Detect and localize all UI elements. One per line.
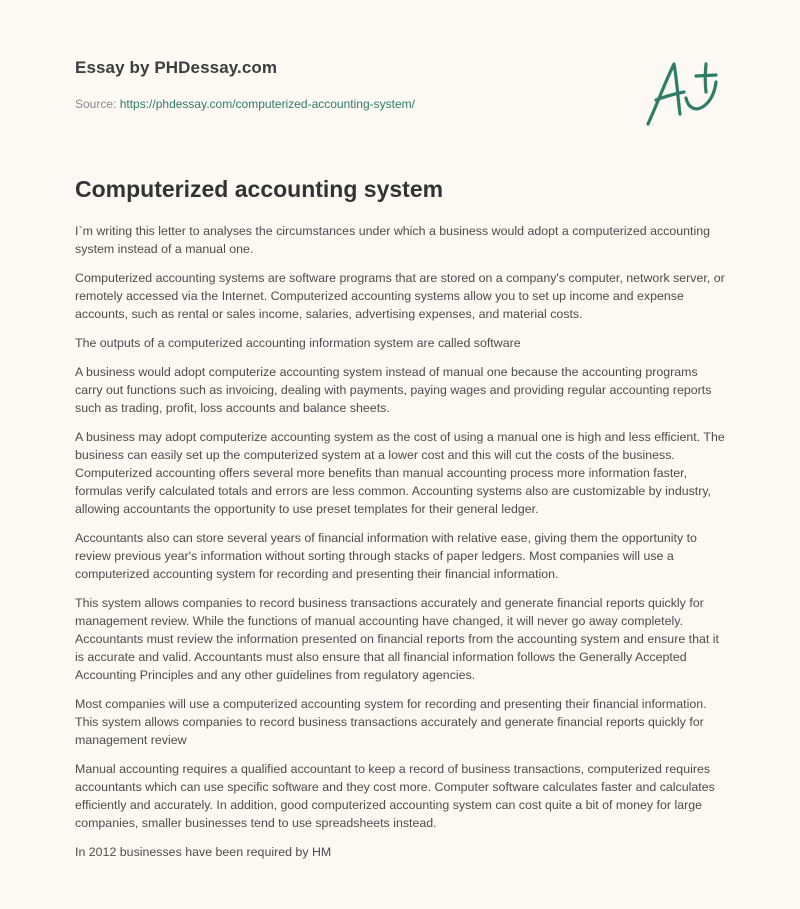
article-body [75, 222, 727, 872]
paragraph: A business may adopt computerize accounting system as the cost of using a manual one is high and less efficient. The business can easily set up the computerized system at a lower cost and this will cut the costs of the business. Computerized accounting offers several more benefits than manual accounting process more information faster, formulas verify calculated totals and errors are less common. Accounting systems also are customizable by industry, allowing accountants the opportunity to use preset templates for their general ledger. [75, 430, 725, 516]
source-label: Source: [75, 97, 120, 111]
paragraph: Manual accounting requires a qualified accountant to keep a record of business transactions, computerized requires accountants which can use specific software and they cost more. Computer software calculates faster and calculates efficiently and accurately. In addition, good computerized accounting system can cost quite a bit of money for large companies, smaller businesses tend to use spreadsheets instead. [75, 762, 715, 830]
paragraph: The outputs of a computerized accounting information system are called software [75, 336, 521, 350]
paragraph: In 2012 businesses have been required by HM [75, 845, 332, 859]
a-plus-logo-icon [640, 52, 730, 132]
paragraph: Accountants also can store several years of financial information with relative ease, giving them the opportunity to review previous year's information without sorting through stacks of paper ledgers. Most companies will use a computerized accounting system for recording and presenting their financial information. [75, 531, 697, 581]
page-header [75, 58, 725, 111]
source-line [75, 97, 725, 111]
paragraph: I`m writing this letter to analyses the circumstances under which a business would adopt a computerized accounting system instead of a manual one. [75, 224, 710, 256]
article-title: Computerized accounting system [75, 176, 444, 202]
brand-title: Essay by PHDessay.com [75, 58, 278, 77]
paragraph: Computerized accounting systems are software programs that are stored on a company's computer, network server, or remotely accessed via the Internet. Computerized accounting systems allow you to set up income and expense accounts, such as rental or sales income, salaries, advertising expenses, and material costs. [75, 271, 725, 321]
source-link[interactable]: https://phdessay.com/computerized-accounting-system/ [119, 97, 415, 111]
paragraph: This system allows companies to record business transactions accurately and generate financial reports quickly for management review. While the functions of manual accounting have changed, it will never go away completely. Accountants must review the information presented on financial reports from the accounting system and ensure that it is accurate and valid. Accountants must also ensure that all financial information follows the Generally Accepted Accounting Principles and any other guidelines from regulatory agencies. [75, 596, 719, 682]
paragraph: A business would adopt computerize accounting system instead of manual one because the accounting programs carry out functions such as invoicing, dealing with payments, paying wages and providing regular accounting reports such as trading, profit, loss accounts and balance sheets. [75, 365, 712, 415]
paragraph: Most companies will use a computerized accounting system for recording and presenting their financial information. This system allows companies to record business transactions accurately and generate financial reports quickly for management review [75, 697, 707, 747]
